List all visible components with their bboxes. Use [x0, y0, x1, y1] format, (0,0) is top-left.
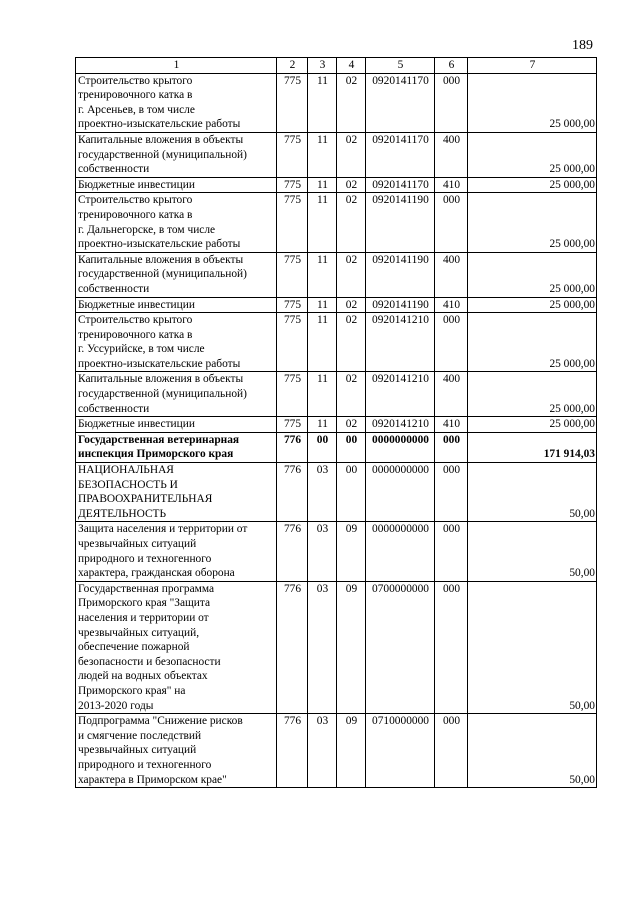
row-section-code: 11	[308, 417, 337, 433]
row-ved-code: 776	[277, 522, 308, 581]
table-row	[76, 313, 597, 372]
table-row	[76, 463, 597, 522]
header-cell: 5	[366, 58, 435, 74]
row-target-article-code: 0000000000	[366, 432, 435, 462]
row-ved-code: 776	[277, 463, 308, 522]
row-ved-code: 775	[277, 417, 308, 433]
row-target-article-code: 0920141190	[366, 252, 435, 297]
row-ved-code: 776	[277, 432, 308, 462]
row-target-article-code: 0000000000	[366, 463, 435, 522]
row-subsection-code: 02	[337, 193, 366, 252]
row-expense-type-code: 410	[435, 177, 468, 193]
row-expense-type-code: 000	[435, 313, 468, 372]
table-row	[76, 714, 597, 788]
row-name: Бюджетные инвестиции	[76, 417, 277, 433]
row-target-article-code: 0920141170	[366, 73, 435, 132]
row-amount: 25 000,00	[468, 313, 597, 372]
row-section-code: 11	[308, 73, 337, 132]
row-expense-type-code: 000	[435, 432, 468, 462]
row-target-article-code: 0000000000	[366, 522, 435, 581]
table-row	[76, 252, 597, 297]
row-expense-type-code: 000	[435, 522, 468, 581]
page-number: 189	[572, 38, 593, 53]
row-name: Строительство крытого тренировочного катка в г. Арсеньев, в том числе проектно-изыскательские работы	[76, 73, 277, 132]
row-section-code: 03	[308, 714, 337, 788]
row-subsection-code: 02	[337, 297, 366, 313]
row-amount: 25 000,00	[468, 177, 597, 193]
row-section-code: 03	[308, 522, 337, 581]
row-subsection-code: 02	[337, 132, 366, 177]
header-cell: 3	[308, 58, 337, 74]
row-subsection-code: 02	[337, 73, 366, 132]
row-name: Подпрограмма "Снижение рисков и смягчение последствий чрезвычайных ситуаций природного и техногенного характера в Приморском крае"	[76, 714, 277, 788]
row-expense-type-code: 000	[435, 581, 468, 713]
row-section-code: 11	[308, 252, 337, 297]
row-name: Государственная ветеринарная инспекция Приморского края	[76, 432, 277, 462]
header-cell: 4	[337, 58, 366, 74]
row-amount: 50,00	[468, 581, 597, 713]
row-expense-type-code: 410	[435, 297, 468, 313]
row-section-code: 11	[308, 313, 337, 372]
table-row	[76, 193, 597, 252]
row-amount: 25 000,00	[468, 73, 597, 132]
row-target-article-code: 0920141210	[366, 313, 435, 372]
row-section-code: 11	[308, 193, 337, 252]
row-ved-code: 775	[277, 297, 308, 313]
row-amount: 50,00	[468, 522, 597, 581]
row-amount: 50,00	[468, 714, 597, 788]
row-name: Капитальные вложения в объекты государственной (муниципальной) собственности	[76, 132, 277, 177]
row-subsection-code: 00	[337, 432, 366, 462]
table-header-row	[76, 58, 597, 74]
row-ved-code: 775	[277, 372, 308, 417]
row-target-article-code: 0920141210	[366, 417, 435, 433]
row-name: Бюджетные инвестиции	[76, 177, 277, 193]
row-target-article-code: 0920141190	[366, 193, 435, 252]
row-ved-code: 775	[277, 193, 308, 252]
row-expense-type-code: 000	[435, 463, 468, 522]
table-row	[76, 73, 597, 132]
row-section-code: 11	[308, 372, 337, 417]
row-name: Защита населения и территории от чрезвычайных ситуаций природного и техногенного характера, гражданская оборона	[76, 522, 277, 581]
row-amount: 25 000,00	[468, 297, 597, 313]
table-row	[76, 372, 597, 417]
row-amount: 171 914,03	[468, 432, 597, 462]
table-row	[76, 177, 597, 193]
header-cell: 6	[435, 58, 468, 74]
row-ved-code: 776	[277, 714, 308, 788]
row-target-article-code: 0920141190	[366, 297, 435, 313]
row-amount: 25 000,00	[468, 417, 597, 433]
row-section-code: 03	[308, 463, 337, 522]
row-section-code: 11	[308, 132, 337, 177]
row-target-article-code: 0920141170	[366, 177, 435, 193]
row-name: Строительство крытого тренировочного катка в г. Уссурийске, в том числе проектно-изыскательские работы	[76, 313, 277, 372]
row-subsection-code: 09	[337, 714, 366, 788]
row-name: Государственная программа Приморского края "Защита населения и территории от чрезвычайных ситуаций, обеспечение пожарной безопасности и безопасности людей на водных объектах Приморского края" на 2013-2020 годы	[76, 581, 277, 713]
row-subsection-code: 02	[337, 313, 366, 372]
table-row	[76, 522, 597, 581]
header-cell: 1	[76, 58, 277, 74]
row-name: Капитальные вложения в объекты государственной (муниципальной) собственности	[76, 252, 277, 297]
row-expense-type-code: 000	[435, 193, 468, 252]
row-name: Капитальные вложения в объекты государственной (муниципальной) собственности	[76, 372, 277, 417]
header-cell: 7	[468, 58, 597, 74]
row-subsection-code: 02	[337, 372, 366, 417]
row-amount: 50,00	[468, 463, 597, 522]
table-row	[76, 432, 597, 462]
table-row	[76, 297, 597, 313]
row-section-code: 00	[308, 432, 337, 462]
row-name: Строительство крытого тренировочного катка в г. Дальнегорске, в том числе проектно-изыскательские работы	[76, 193, 277, 252]
row-ved-code: 775	[277, 252, 308, 297]
row-amount: 25 000,00	[468, 193, 597, 252]
row-section-code: 11	[308, 297, 337, 313]
row-expense-type-code: 000	[435, 714, 468, 788]
row-target-article-code: 0700000000	[366, 581, 435, 713]
row-expense-type-code: 000	[435, 73, 468, 132]
table-body	[76, 73, 597, 788]
row-expense-type-code: 410	[435, 417, 468, 433]
row-subsection-code: 09	[337, 581, 366, 713]
row-subsection-code: 02	[337, 417, 366, 433]
row-ved-code: 775	[277, 313, 308, 372]
header-cell: 2	[277, 58, 308, 74]
row-amount: 25 000,00	[468, 252, 597, 297]
row-expense-type-code: 400	[435, 132, 468, 177]
row-target-article-code: 0710000000	[366, 714, 435, 788]
row-ved-code: 775	[277, 73, 308, 132]
row-target-article-code: 0920141210	[366, 372, 435, 417]
row-subsection-code: 02	[337, 177, 366, 193]
row-amount: 25 000,00	[468, 372, 597, 417]
row-subsection-code: 00	[337, 463, 366, 522]
row-ved-code: 775	[277, 177, 308, 193]
row-name: НАЦИОНАЛЬНАЯ БЕЗОПАСНОСТЬ И ПРАВООХРАНИТЕЛЬНАЯ ДЕЯТЕЛЬНОСТЬ	[76, 463, 277, 522]
row-subsection-code: 09	[337, 522, 366, 581]
row-ved-code: 775	[277, 132, 308, 177]
budget-table	[75, 57, 597, 788]
row-expense-type-code: 400	[435, 372, 468, 417]
row-section-code: 03	[308, 581, 337, 713]
row-ved-code: 776	[277, 581, 308, 713]
table-row	[76, 132, 597, 177]
row-target-article-code: 0920141170	[366, 132, 435, 177]
row-expense-type-code: 400	[435, 252, 468, 297]
table-row	[76, 417, 597, 433]
row-name: Бюджетные инвестиции	[76, 297, 277, 313]
row-amount: 25 000,00	[468, 132, 597, 177]
table-row	[76, 581, 597, 713]
row-subsection-code: 02	[337, 252, 366, 297]
row-section-code: 11	[308, 177, 337, 193]
